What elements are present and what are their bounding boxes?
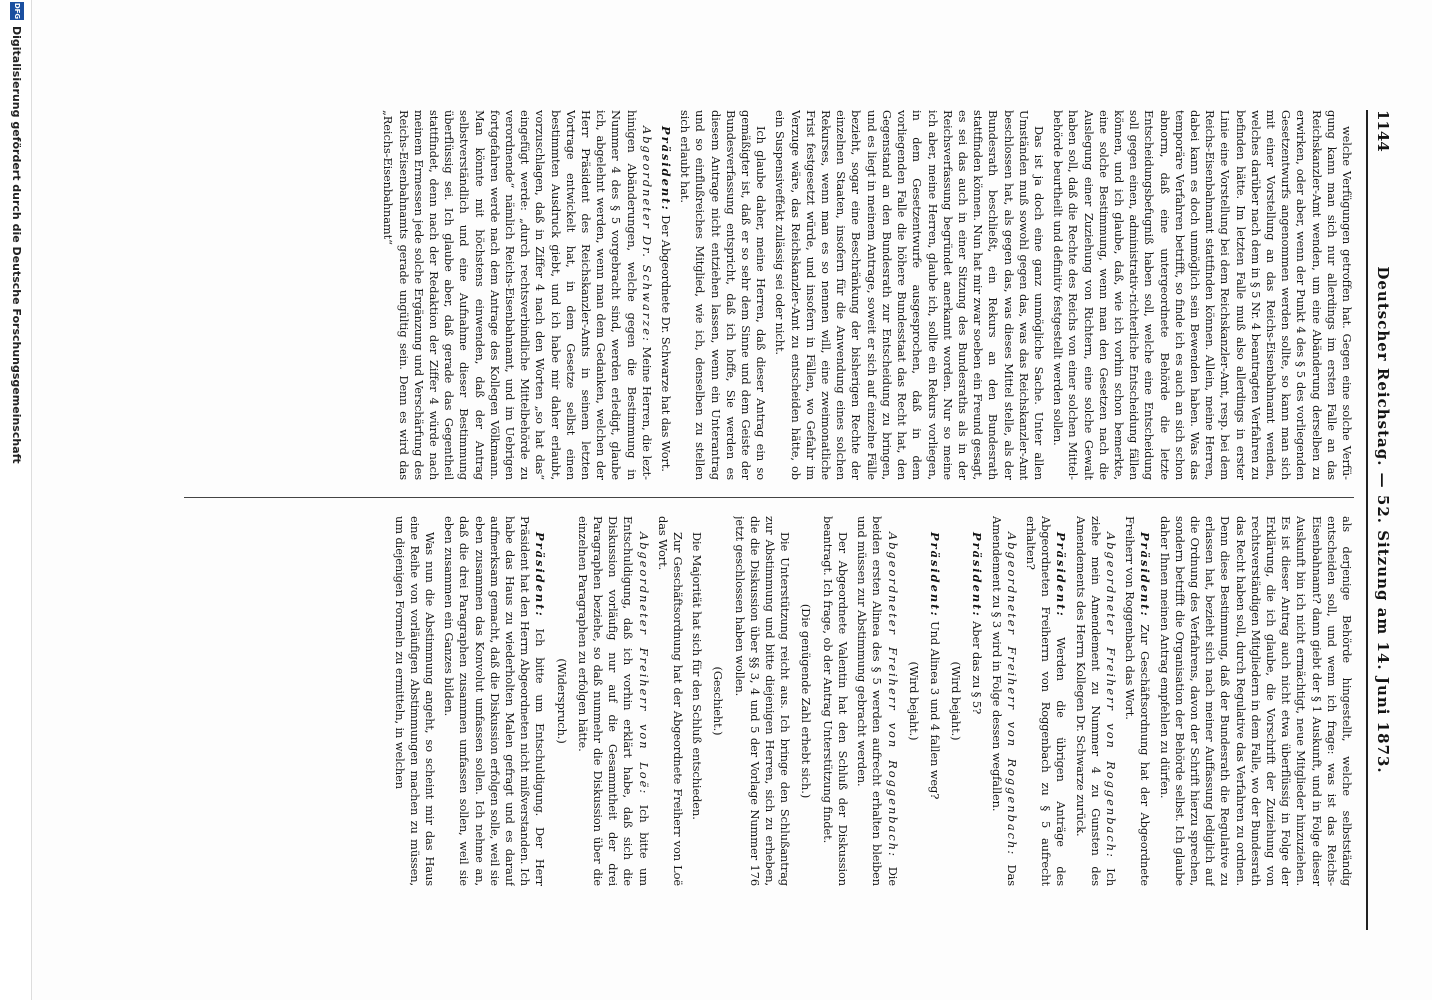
paragraph: (Wird bejaht.) [906, 661, 921, 741]
column-divider [184, 497, 1354, 498]
speaker-president: Präsident: [927, 532, 942, 618]
page-header [1366, 110, 1394, 930]
paragraph: Zur Geschäftsordnung hat der Abgeordnete Freiherr von Loë das Wort. [655, 516, 686, 886]
paragraph: Die Unterstützung reicht aus. Ich bringe den Schlußantrag zur Abstimmung und bitte diejenigen Herren, sich zu erheben, die die Diskussion über §§ 3, 4 und 5 der Vorlage Nummer 176 jetzt geschlossen haben wollen. [732, 516, 793, 886]
speaker-president: Präsident: [1138, 532, 1153, 618]
speaker-name: Abgeordneter Dr. Schwarze: [639, 126, 654, 343]
speaker-name: Abgeordneter Freiherr von Roggenbach: [1103, 532, 1118, 859]
speaker-president: Präsident: [970, 532, 985, 618]
paragraph: Ich glaube daher, meine Herren, daß dieser Antrag ein so gemäßigter ist, daß er so sehr dem Sinne und dem Geiste der Bundesverfassung entspricht, daß ich hoffe, Sie werden es diesem Antrage nicht entziehen lassen, wenn ein Unterantrag und so einflußreiches Mitglied, wie ich, denselben zu stellen sich erlaubt hat. [678, 110, 769, 480]
credit-text: Digitalisierung gefördert durch die Deutsche Forschungsgemeinschaft [10, 26, 23, 464]
speaker-president: Präsident: [1054, 532, 1069, 618]
paragraph: Abgeordneter Freiherr von Roggenbach: Ich ziehe mein Amendement zu Nummer 4 zu Gunsten des Amendements des Herrn Kollegen Dr. Schwarze zurück. [1073, 516, 1118, 886]
paragraph: Abgeordneter Dr. Schwarze: Meine Herren, die lezthinigen Abänderungen, welche gegen die Bestimmung in Nummer 4 des § 5 vorgebracht sind, werden erledigt, glaube ich, abgelehnt werden, wenn man dem Gedanken, welchen der Herr Präsident des Reichskanzler-Amts in seinem letzten Vortrage entwickelt hat, in dem Gesetze selbst einen bestimmten Ausdruck giebt, und ich habe mir daher erlaubt, vorzuschlagen, daß in Ziffer 4 nach den Worten „so hat das“ eingefügt werde: „durch rechtsverbindliche Mittelbehörde zu verordnende“ nämlich Reichs-Eisenbahnamt, und im Uebrigen fortgefahren werde nach dem Antrage des Kollegen Völkmann. Man könnte mit höchstens einwenden, daß der Antrag selbstverständlich und eine Aufnahme dieser Bestimmung überflüssig sei. Ich glaube aber, daß gerade das Gegentheil stattfindet, denn nach der Redaktion der Ziffer 4 würde nach meinem Ermessen jede solche Ergänzung und Verschärfung des Reichs-Eisenbahnamts gerade ungültig sein. Denn es wird das „Reichs-Eisenbahnamt“ [381, 110, 654, 480]
speaker-name: Abgeordneter Freiherr von Loë: [636, 532, 651, 796]
speaker-president: Präsident: [659, 126, 674, 212]
paragraph: Präsident: Aber das zu § 5? [970, 532, 985, 715]
paragraph: Präsident: Ich bitte um Entschuldigung. Der Herr Präsident hat den Herrn Abgeordneten nicht mißverstanden. Ich habe das Haus zu wiederholten Malen gefragt und es darauf aufmerksam gemacht, daß die Diskussion erfolgen solle, weil sie eben zusammen das Konvolut umfassen sollen. Ich nehme an, daß die drei Paragraphen zusammen umfassen sollen, weil sie eben zusammen ein Ganzes bilden. [442, 516, 548, 886]
paragraph: (Geschieht.) [711, 666, 726, 736]
paragraph: Präsident: Der Abgeordnete Dr. Schwarze hat das Wort. [659, 126, 674, 472]
speaker-president: Präsident: [533, 532, 548, 618]
paragraph: (Wird bejaht.) [949, 661, 964, 741]
paragraph: Abgeordneter Freiherr von Roggenbach: Die beiden ersten Alinea des § 5 werden aufrecht erhalten bleiben und müssen zur Abstimmung gebracht werden. [855, 516, 900, 886]
page-title: Deutscher Reichstag. — 52. Sitzung am 14. Juni 1873. [1374, 266, 1392, 774]
paragraph: Abgeordneter Freiherr von Roggenbach: Das Amendement zu § 3 wird in Folge dessen wegfallen. [989, 516, 1019, 886]
page-number: 1144 [1374, 110, 1392, 152]
paragraph: Der Abgeordnete Valentin hat den Schluß der Diskussion beantragt. Ich frage, ob der Antrag Unterstützung findet. [820, 516, 850, 886]
right-column [204, 516, 1354, 886]
paragraph: Was nun die Abstimmung angeht, so scheint mir das Haus eine Reihe von vorläufigen Abstimmungen machen zu müssen, um diejenigen Formeln zu ermitteln, in welchen [392, 516, 438, 886]
paragraph: Das ist ja doch eine ganz unmögliche Sache. Unter allen Umständen muß sowohl gegen das, was das Reichskanzler-Amt beschlossen hat, als gegen das, was dieses Mittel stelle, als der Bundesrath beschließt, ein Rekurs an den Bundesrath stattfinden können. Nun hat mir zwar soeben ein Freund gesagt, es sei das auch in einer Sitzung des Bundesraths als in der Reichsverfassung begründet anerkannt worden. Nur so meine ich aber, meine Herren, glaube ich, sollte ein Rekurs vorliegen, in dem Gesetzentwurfe ausgesprochen, daß in dem vorliegenden Falle die höhere Bundesstaat das Recht hat, den Gegenstand an den Bundesrath zur Entscheidung zu bringen, und es liegt in meinem Antrage, soweit er sich auf einzelne Fälle bezieht, sogar eine Beschränkung der bisherigen Rechte der einzelnen Staaten, insofern für die Anwendung eines solchen Rekurses, wenn man es so nennen will, eine zweimonatliche Frist festgesetzt würde, und insofern in Fällen, wo Gefahr im Verzuge wäre, das Reichskanzler-Amt zu entscheiden hätte, ob ein Suspensiveffekt zulässig sei oder nicht. [773, 110, 1046, 480]
dfg-logo-icon: DFG [10, 2, 24, 20]
paragraph: Präsident: Zur Geschäftsordnung hat der Abgeordnete Freiherr von Roggenbach das Wort. [1123, 516, 1153, 886]
speaker-name: Abgeordneter Freiherr von Roggenbach: [885, 532, 900, 858]
paragraph: welche Verfügungen getroffen hat. Gegen eine solche Verfügung kann man sich nur allerdings im ersten Falle an das Reichskanzler-Amt wenden, um eine Abänderung derselben zu erwirken, oder aber, wenn der Punkt 4 des § 5 des vorliegenden Gesetzentwurfs angenommen werden sollte, so kann man sich mit einer Vorstellung an das Reichs-Eisenbahnamt wenden, welches darüber nach dem in § 5 Nr. 4 beantragten Verfahren zu befinden hätte. Im letzten Falle muß also allerdings in erster Linie eine Vorstellung bei dem Reichskanzler-Amt, resp. bei dem Reichs-Eisenbahnamt stattfinden können. Allein, meine Herren, dabei kann es doch unmöglich sein Bewenden haben. Was das temporäre Verfahren betrifft, so finde ich es auch an sich schon abnorm, daß eine untergeordnete Behörde die letzte Entscheidungsbefugniß haben soll, welche eine Entscheidung soll gegen einen, administrativ-richterliche Entscheidung fällen können, und ich glaube, daß, wie ich vorhin schon bemerkte, eine solche Bestimmung, wenn man den Gesetzen nach die Auslegung einer Zuziehung von Richtern, eine solche Gewalt haben soll, daß die Rechte des Reichs von einer solchen Mittelbehörde beurtheilt und definitiv festgestellt werden sollen. [1051, 110, 1354, 480]
paragraph: (Widerspruch.) [554, 658, 569, 744]
paragraph: (Die genügende Zahl erhebt sich.) [799, 603, 814, 799]
paragraph: als derjenige Behörde hingestellt, welche selbstständig entscheiden soll, und wenn ich frage: was ist das Reichs-Eisenbahnamt? dann giebt der § 1 Auskunft, und in Folge dieser Auskunft bin ich nicht ermächtigt, neue Mitglieder hinzuziehen. Es ist dieser Antrag auch nicht etwa überflüssig in Folge der Erklärung, die ich glaube, die Vorschrift der Zuziehung von rechtsverständigen Mitgliedern in dem Falle, wo der Bundesrath das Recht haben soll, durch Regulative das Verfahren zu ordnen. Denn diese Bestimmung, daß der Bundesrath die Regulative zu erlassen hat, bezieht sich nach meiner Auffassung lediglich auf die Ordnung des Verfahrens, davon der Schrift hierzu sprechen, sondern betrifft die Organisation der Behörde selbst. Ich glaube daher Ihnen meinen Antrag empfehlen zu dürfen. [1157, 516, 1354, 886]
paragraph: Abgeordneter Freiherr von Loë: Ich bitte um Entschuldigung, daß ich vorhin erklärt habe, daß sich die Diskussion vorläufig nur auf die Gesammtheit der drei Paragraphen beziehe, so daß nunmehr die Diskussion über die einzelnen Paragraphen zu erfolgen hätte. [575, 516, 651, 886]
left-column [204, 110, 1354, 480]
paragraph: Präsident: Und Alinea 3 und 4 fallen weg? [927, 532, 942, 800]
digitization-credit [0, 0, 32, 1000]
paragraph: Die Majorität hat sich für den Schluß entschieden. [690, 532, 705, 820]
paragraph: Präsident: Werden die übrigen Anträge des Abgeordneten Freiherrn von Roggenbach zu § 5 aufrecht erhalten? [1023, 516, 1069, 886]
speaker-name: Abgeordneter Freiherr von Roggenbach: [1004, 532, 1019, 857]
